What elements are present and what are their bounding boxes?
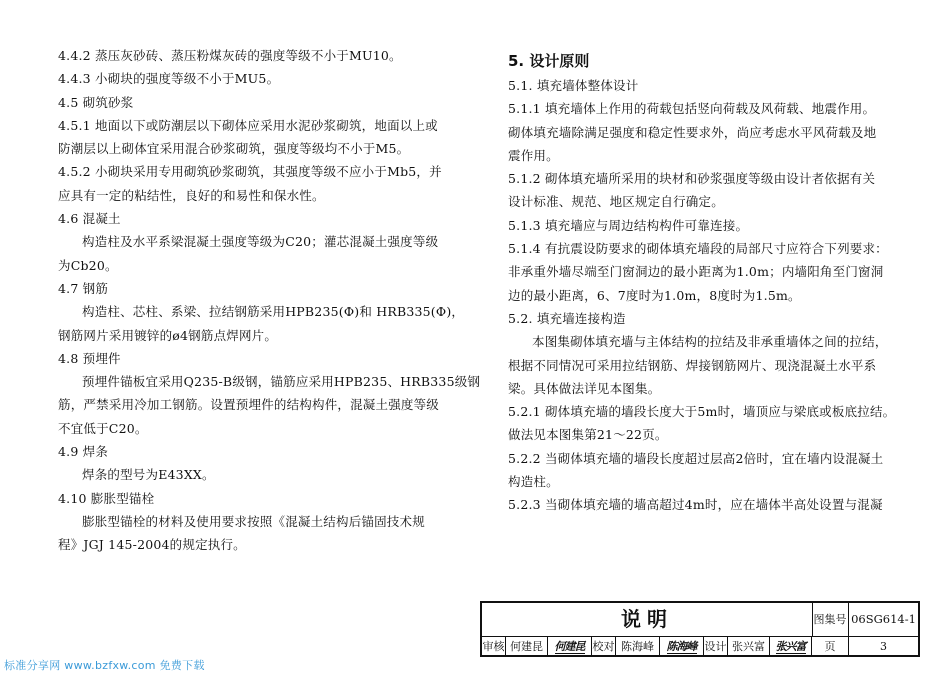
text-line: 5.1.2 砌体填充墙所采用的块材和砂浆强度等级由设计者依据有关: [508, 171, 876, 187]
text-line: 程》JGJ 145-2004的规定执行。: [58, 537, 246, 553]
text-line: 4.9 焊条: [58, 444, 109, 460]
text-line: 4.8 预埋件: [58, 350, 121, 366]
proofreader-name: 陈海峰: [616, 637, 660, 656]
text-line: 防潮层以上砌体宜采用混合砂浆砌筑，强度等级均不小于M5。: [58, 141, 410, 157]
text-line: 做法见本图集第21～22页。: [508, 427, 668, 443]
site-watermark: 标准分享网 www.bzfxw.com 免费下载: [4, 659, 205, 672]
text-line: 构造柱。: [508, 474, 559, 490]
text-line: 4.5 砌筑砂浆: [58, 94, 134, 110]
page-number: 3: [880, 640, 887, 653]
drawing-title: 说明: [482, 603, 813, 636]
text-line: 梁。具体做法详见本图集。: [508, 380, 661, 396]
text-line: 5.1.1 填充墙体上作用的荷载包括竖向荷载及风荷载、地震作用。: [508, 101, 876, 117]
design-label: 设计: [704, 637, 728, 656]
text-line: 为Cb20。: [58, 257, 118, 273]
text-line: 根据不同情况可采用拉结钢筋、焊接钢筋网片、现浇混凝土水平系: [508, 357, 877, 373]
text-line: 筋，严禁采用冷加工钢筋。设置预埋件的结构构件，混凝土强度等级: [58, 397, 440, 413]
proofreader-signature: 陈海峰: [660, 637, 704, 656]
text-line: 膨胀型锚栓的材料及使用要求按照《混凝土结构后锚固技术规: [82, 513, 425, 529]
text-line: 4.4.3 小砌块的强度等级不小于MU5。: [58, 71, 280, 87]
text-line: 5.1. 填充墙体整体设计: [508, 78, 639, 93]
text-line: 构造柱、芯柱、系梁、拉结钢筋采用HPB235(Φ)和 HRB335(Φ)，: [82, 304, 465, 320]
text-line: 4.7 钢筋: [58, 280, 109, 296]
right-column: [508, 44, 908, 517]
atlas-number-label: 图集号: [812, 603, 849, 636]
text-line: 应具有一定的粘结性，良好的和易性和保水性。: [58, 187, 325, 203]
reviewer-signature: 何建昆: [548, 637, 592, 656]
text-line: 震作用。: [508, 147, 559, 163]
designer-name: 张兴富: [728, 637, 770, 656]
title-block-signature-row: [482, 637, 918, 656]
text-line: 不宜低于C20。: [58, 420, 148, 436]
text-line: 5.1.3 填充墙应与周边结构构件可靠连接。: [508, 217, 749, 233]
text-line: 4.6 混凝土: [58, 211, 121, 227]
text-line: 5.2.1 砌体填充墙的墙段长度大于5m时，墙顶应与梁底或板底拉结。: [508, 404, 896, 420]
chapter-title: 5. 设计原则: [508, 52, 590, 70]
text-line: 5.2. 填充墙连接构造: [508, 310, 626, 326]
left-column: [58, 44, 481, 557]
text-line: 砌体填充墙除满足强度和稳定性要求外，尚应考虑水平风荷载及地: [508, 124, 877, 140]
text-line: 构造柱及水平系梁混凝土强度等级为C20；灌芯混凝土强度等级: [82, 234, 439, 250]
page-label: 页: [812, 637, 849, 656]
text-line: 4.5.1 地面以下或防潮层以下砌体应采用水泥砂浆砌筑，地面以上或: [58, 117, 438, 133]
text-line: 4.10 膨胀型锚栓: [58, 490, 155, 506]
text-line: 边的最小距离，6、7度时为1.0m，8度时为1.5m。: [508, 287, 801, 303]
text-line: 钢筋网片采用镀锌的ø4钢筋点焊网片。: [58, 327, 278, 343]
atlas-number: 06SG614-1: [851, 612, 916, 626]
reviewer-name: 何建昆: [506, 637, 548, 656]
right-column-lines: [508, 74, 908, 517]
title-block: [480, 601, 920, 657]
proof-label: 校对: [592, 637, 616, 656]
text-line: 5.1.4 有抗震设防要求的砌体填充墙段的局部尺寸应符合下列要求：: [508, 241, 888, 257]
review-label: 审核: [482, 637, 506, 656]
text-line: 5.2.3 当砌体填充墙的墙高超过4m时，应在墙体半高处设置与混凝: [508, 497, 883, 513]
text-line: 4.4.2 蒸压灰砂砖、蒸压粉煤灰砖的强度等级不小于MU10。: [58, 48, 402, 63]
title-block-top-row: [482, 603, 918, 637]
text-line: 4.5.2 小砌块采用专用砌筑砂浆砌筑，其强度等级不应小于Mb5，并: [58, 164, 442, 180]
text-line: 5.2.2 当砌体填充墙的墙段长度超过层高2倍时，宜在墙内设混凝土: [508, 450, 884, 466]
text-line: 焊条的型号为E43XX。: [82, 467, 215, 483]
text-line: 本图集砌体填充墙与主体结构的拉结及非承重墙体之间的拉结，: [532, 334, 888, 350]
designer-signature: 张兴富: [770, 637, 812, 656]
text-line: 设计标准、规范、地区规定自行确定。: [508, 194, 724, 210]
text-line: 非承重外墙尽端至门窗洞边的最小距离为1.0m；内墙阳角至门窗洞: [508, 264, 884, 280]
text-line: 预埋件锚板宜采用Q235-B级钢，锚筋应采用HPB235、HRB335级钢: [82, 374, 481, 390]
